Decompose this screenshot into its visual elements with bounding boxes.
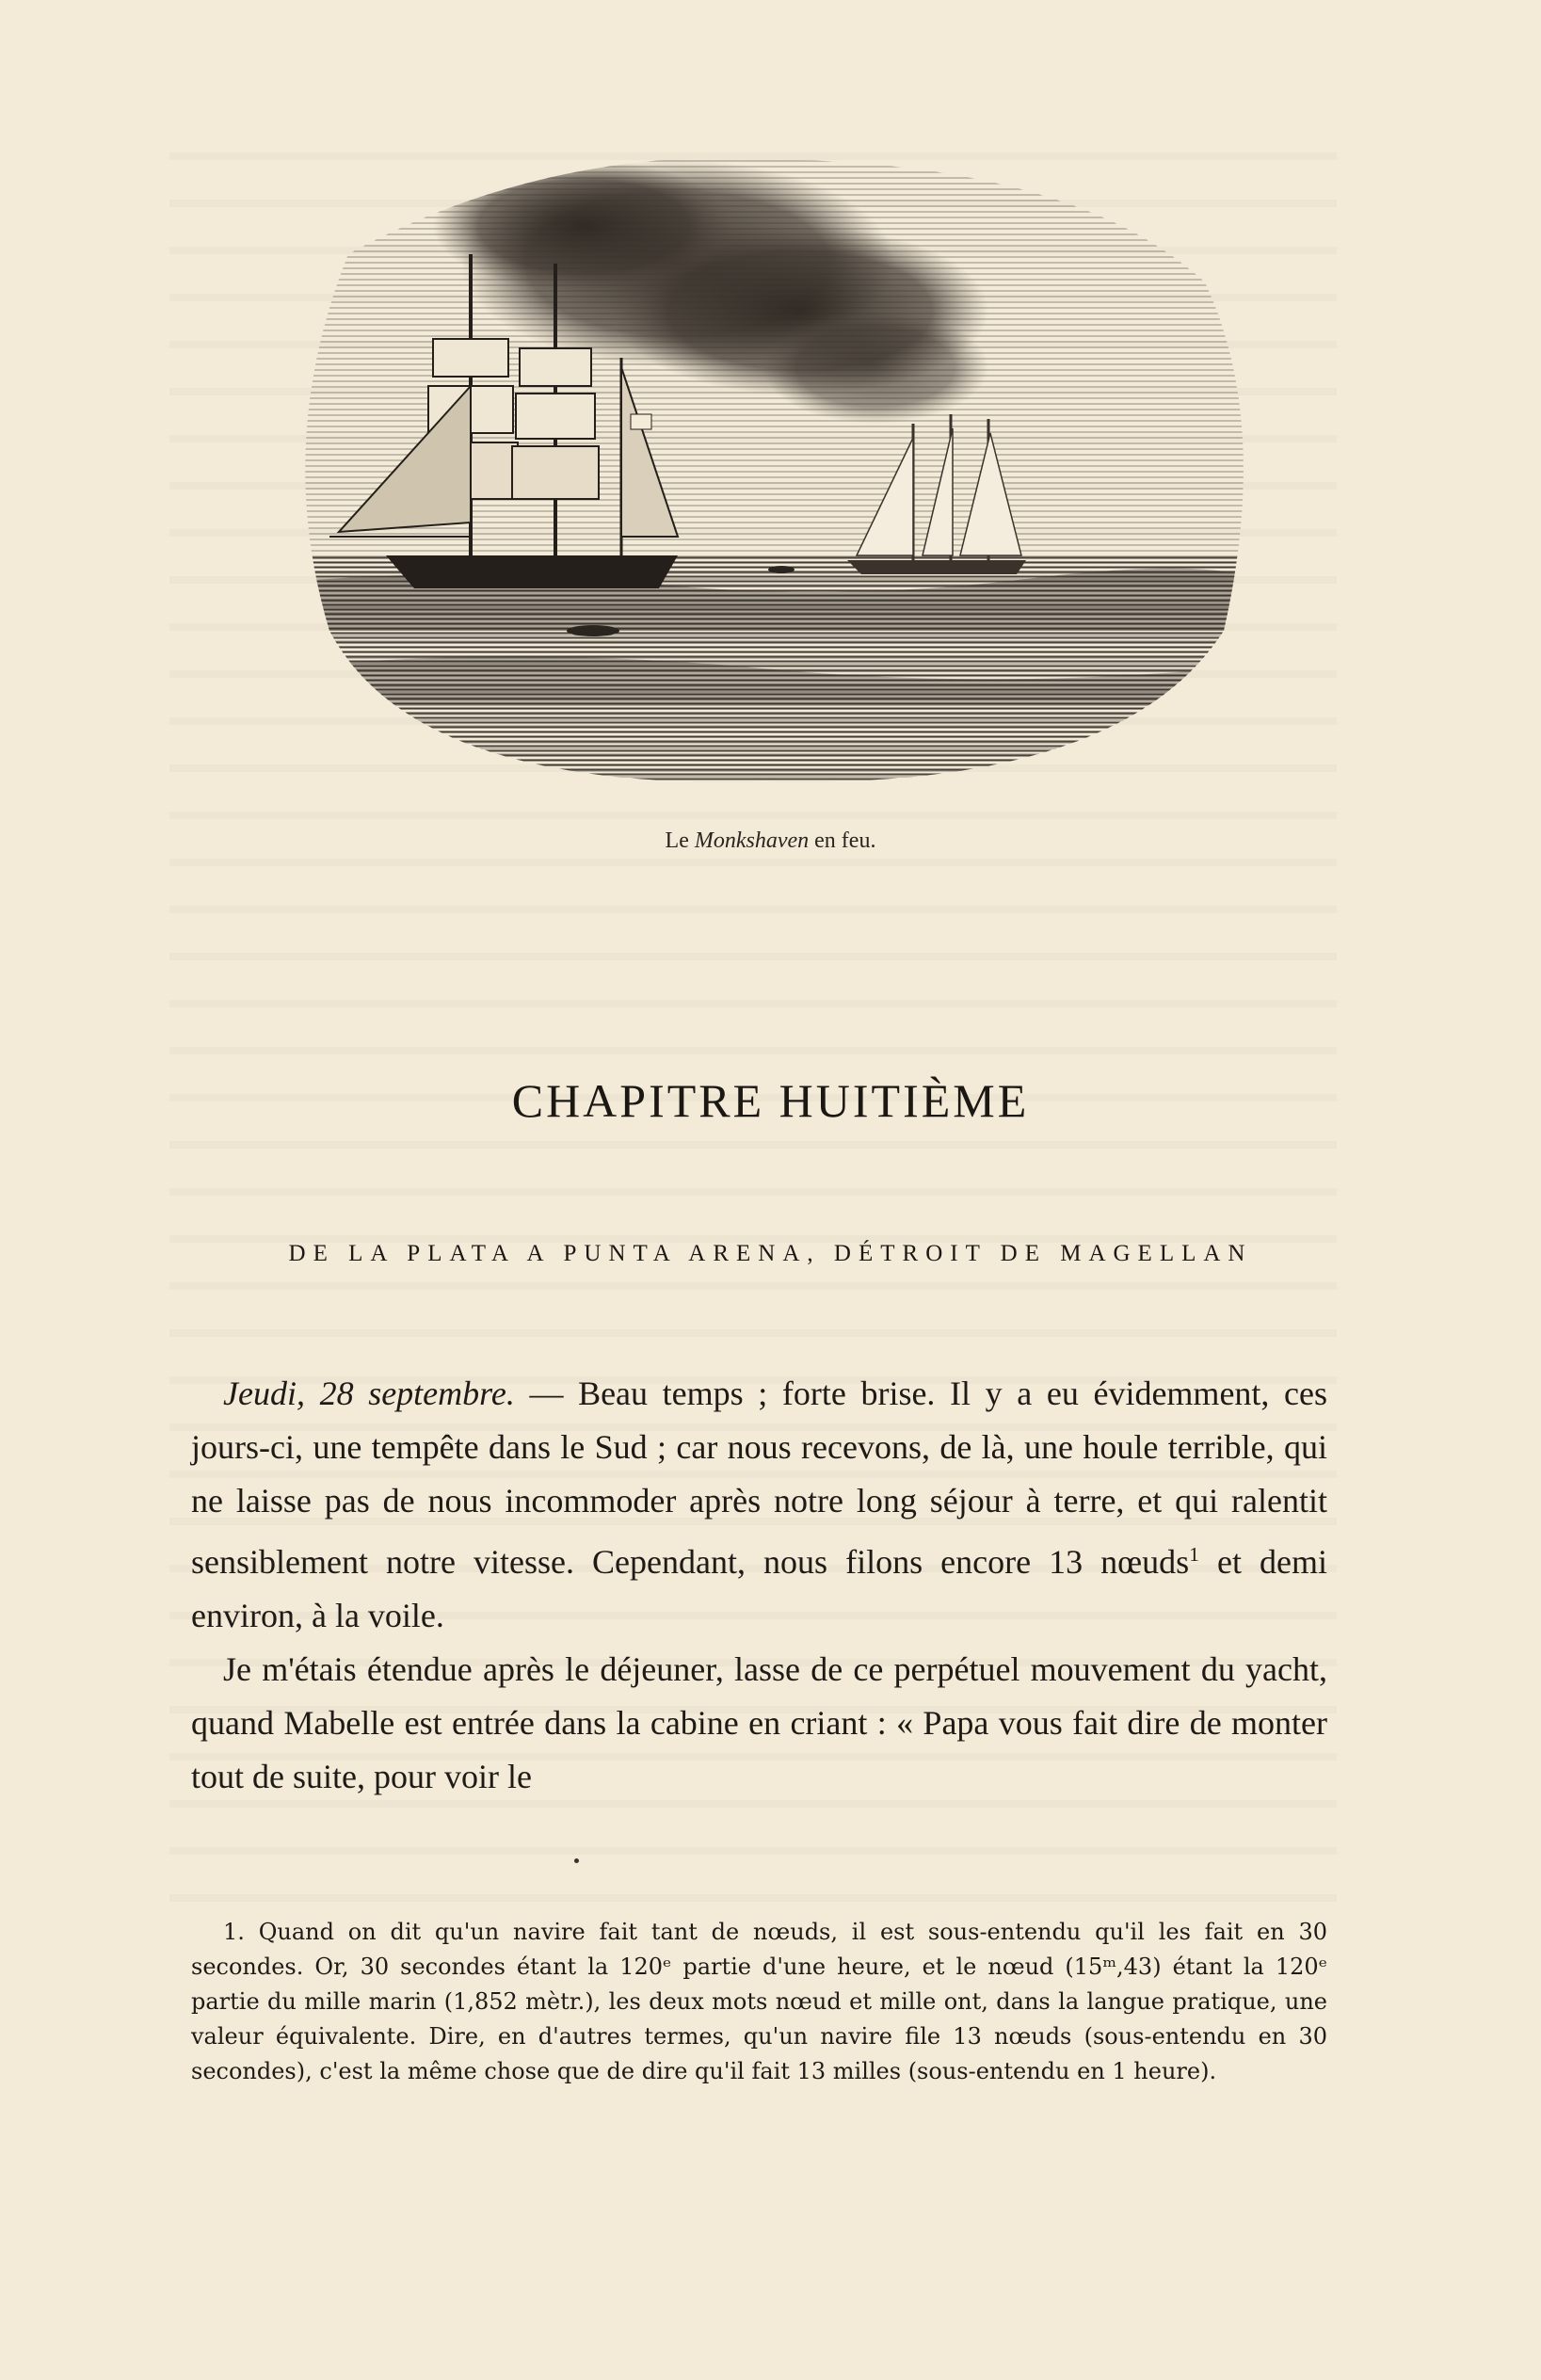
paragraph-2: Je m'étais étendue après le déjeuner, lasse de ce perpétuel mouvement du yacht, quand Mabelle est entrée dans la cabine en criant : « Papa vous fait dire de monter tout de suite, pour voir le <box>191 1650 1327 1795</box>
body-text <box>191 1367 1327 1804</box>
paragraph-1-text-b: et demi environ, à la voile. <box>191 1543 1328 1634</box>
chapter-title: CHAPITRE HUITIÈME <box>511 1074 1030 1127</box>
illustration-caption <box>0 828 1541 854</box>
footnote-ref: 1 <box>1189 1543 1199 1566</box>
print-dot <box>574 1858 579 1863</box>
paragraph-1-text-a: — Beau temps ; forte brise. Il y a eu évidemment, ces jours-ci, une tempête dans le Sud ; car nous recevons, de là, une houle terrible, qui ne laisse pas de nous incommoder après notre long séjour à terre, et qui ralentit sensiblement notre vitesse. Cependant, nous filons encore 13 nœuds <box>191 1375 1328 1581</box>
footnote-text: 1. Quand on dit qu'un navire fait tant de nœuds, il est sous-entendu qu'il les fait en 30 secondes. Or, 30 secondes étant la 120ᵉ partie d'une heure, et le nœud (15ᵐ,43) étant la 120ᵉ partie du mille marin (1,852 mètr.), les deux mots nœud et mille ont, dans la langue pratique, une valeur équivalente. Dire, en d'autres termes, qu'un navire file 13 nœuds (sous-entendu en 30 secondes), c'est la même chose que de dire qu'il fait 13 milles (sous-entendu en 1 heure). <box>191 1919 1327 2084</box>
engraving-illustration <box>273 141 1271 791</box>
entry-date: Jeudi, 28 septembre. <box>223 1375 515 1412</box>
caption-ship-name: Monkshaven <box>694 828 810 853</box>
chapter-subtitle: DE LA PLATA A PUNTA ARENA, DÉTROIT DE MAGELLAN <box>288 1241 1253 1266</box>
caption-suffix: en feu. <box>814 828 876 853</box>
paragraph-1 <box>191 1367 1327 1643</box>
footnote <box>191 1915 1327 2089</box>
caption-prefix: Le <box>665 828 689 853</box>
